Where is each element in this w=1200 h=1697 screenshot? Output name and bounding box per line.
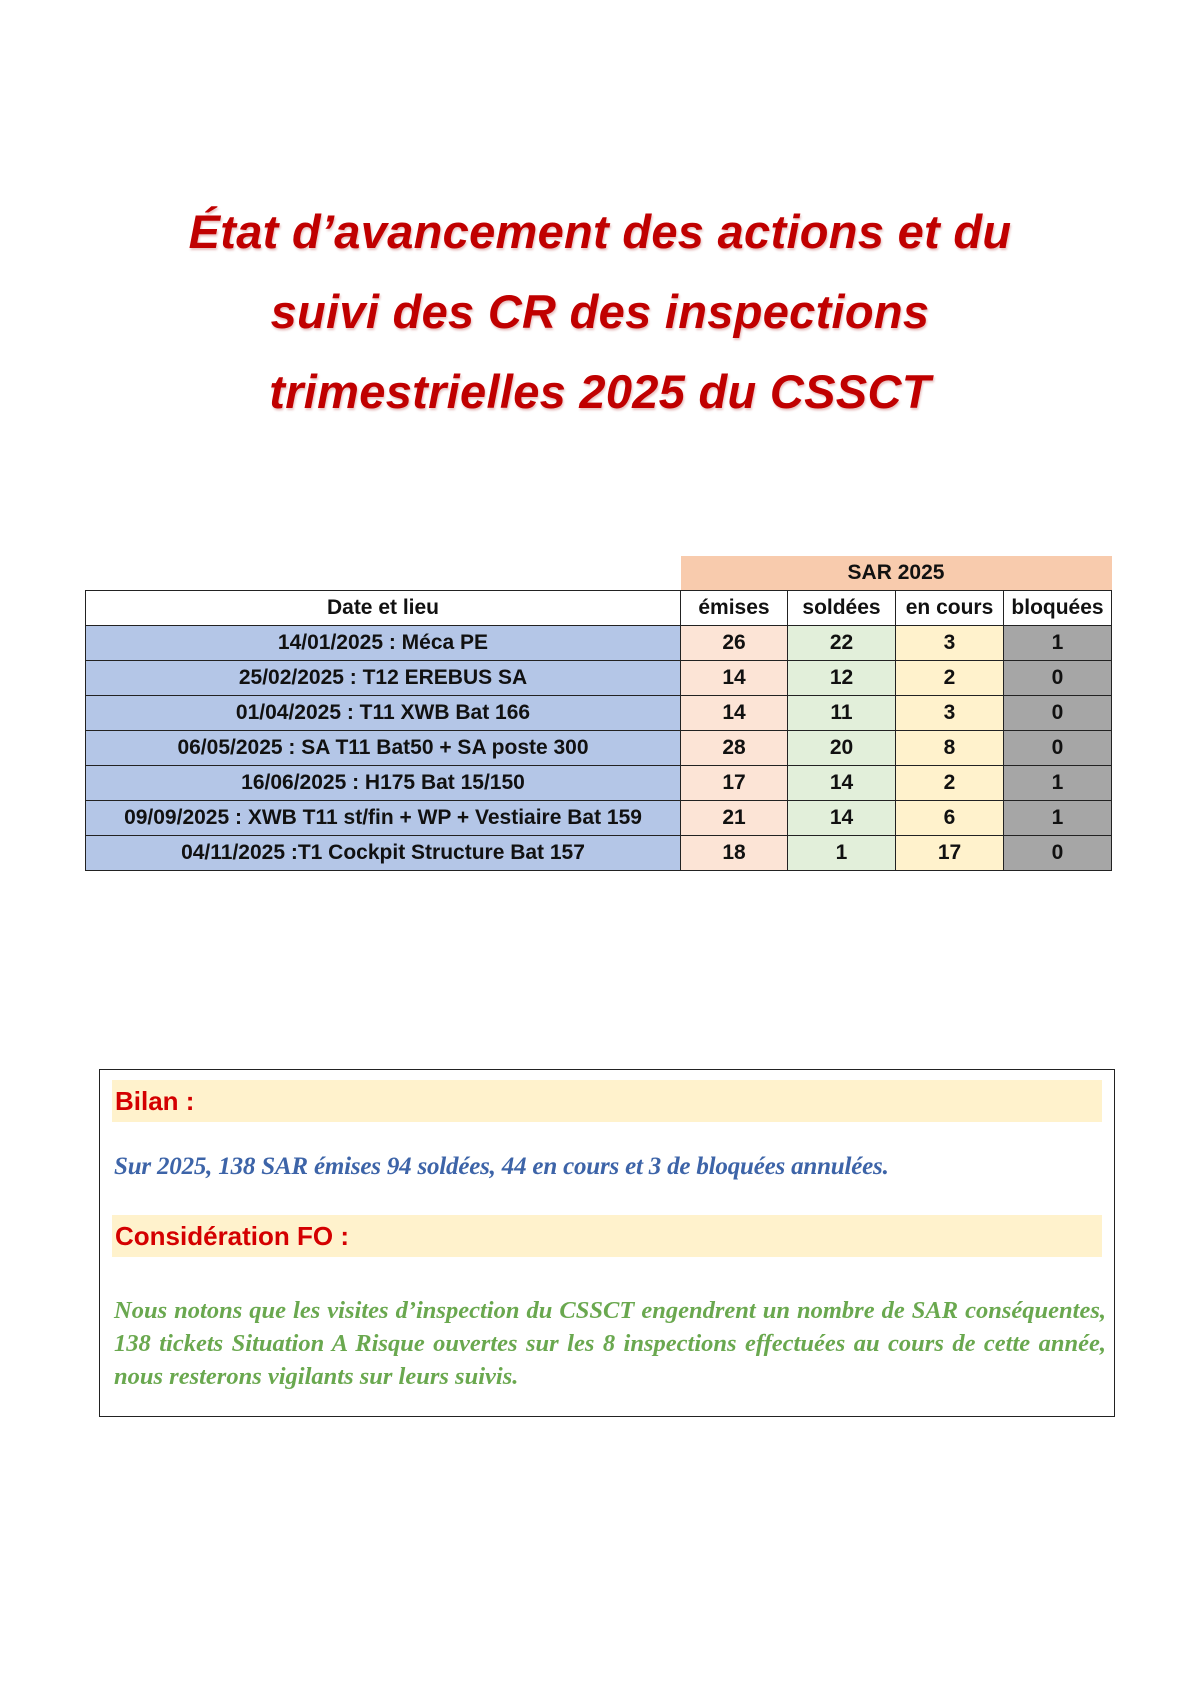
cell-emises: 21 (681, 801, 788, 836)
sar-table (85, 556, 1112, 871)
column-header-soldees: soldées (788, 591, 896, 626)
column-header-emises: émises (681, 591, 788, 626)
cell-date-lieu: 01/04/2025 : T11 XWB Bat 166 (86, 696, 681, 731)
table-row (86, 731, 1112, 766)
cell-soldees: 14 (788, 801, 896, 836)
bilan-summary-text: Sur 2025, 138 SAR émises 94 soldées, 44 en cours et 3 de bloquées annulées. (114, 1153, 889, 1180)
column-header-date-lieu: Date et lieu (86, 591, 681, 626)
cell-soldees: 11 (788, 696, 896, 731)
table-group-header-row (86, 556, 1112, 591)
cell-en-cours: 2 (896, 766, 1004, 801)
cell-soldees: 22 (788, 626, 896, 661)
column-header-bloquees: bloquées (1004, 591, 1112, 626)
cell-date-lieu: 16/06/2025 : H175 Bat 15/150 (86, 766, 681, 801)
cell-bloquees: 0 (1004, 696, 1112, 731)
cell-en-cours: 8 (896, 731, 1004, 766)
cell-emises: 17 (681, 766, 788, 801)
cell-date-lieu: 14/01/2025 : Méca PE (86, 626, 681, 661)
cell-date-lieu: 04/11/2025 :T1 Cockpit Structure Bat 157 (86, 836, 681, 871)
cell-bloquees: 0 (1004, 661, 1112, 696)
table-row (86, 661, 1112, 696)
cell-date-lieu: 06/05/2025 : SA T11 Bat50 + SA poste 300 (86, 731, 681, 766)
cell-date-lieu: 09/09/2025 : XWB T11 st/fin + WP + Vestiaire Bat 159 (86, 801, 681, 836)
table-row (86, 801, 1112, 836)
cell-bloquees: 0 (1004, 836, 1112, 871)
title-line-2: suivi des CR des inspections (270, 285, 930, 338)
cell-bloquees: 0 (1004, 731, 1112, 766)
cell-en-cours: 3 (896, 626, 1004, 661)
consideration-fo-heading: Considération FO : (112, 1215, 1102, 1257)
consideration-fo-text: Nous notons que les visites d’inspection du CSSCT engendrent un nombre de SAR conséquentes, 138 tickets Situation A Risque ouvertes sur les 8 inspections effectuées au cours de cette année, nous resterons vigilants sur leurs suivis. (114, 1297, 1106, 1390)
cell-en-cours: 2 (896, 661, 1004, 696)
table-row (86, 696, 1112, 731)
bilan-heading: Bilan : (112, 1080, 1102, 1122)
table-row (86, 836, 1112, 871)
cell-bloquees: 1 (1004, 626, 1112, 661)
cell-emises: 14 (681, 661, 788, 696)
cell-soldees: 20 (788, 731, 896, 766)
cell-bloquees: 1 (1004, 801, 1112, 836)
cell-emises: 26 (681, 626, 788, 661)
table-row (86, 626, 1112, 661)
cell-en-cours: 3 (896, 696, 1004, 731)
cell-soldees: 12 (788, 661, 896, 696)
cell-en-cours: 6 (896, 801, 1004, 836)
table-header-row (86, 591, 1112, 626)
table-row (86, 766, 1112, 801)
cell-emises: 18 (681, 836, 788, 871)
cell-soldees: 1 (788, 836, 896, 871)
cell-bloquees: 1 (1004, 766, 1112, 801)
sar-group-header: SAR 2025 (681, 556, 1112, 591)
cell-en-cours: 17 (896, 836, 1004, 871)
cell-date-lieu: 25/02/2025 : T12 EREBUS SA (86, 661, 681, 696)
title-line-3: trimestrielles 2025 du CSSCT (269, 365, 931, 418)
column-header-en-cours: en cours (896, 591, 1004, 626)
bilan-box (99, 1069, 1115, 1417)
cell-soldees: 14 (788, 766, 896, 801)
title-line-1: État d’avancement des actions et du (188, 205, 1012, 258)
cell-emises: 28 (681, 731, 788, 766)
cell-emises: 14 (681, 696, 788, 731)
group-header-spacer (86, 556, 681, 591)
page-title (0, 192, 1200, 432)
